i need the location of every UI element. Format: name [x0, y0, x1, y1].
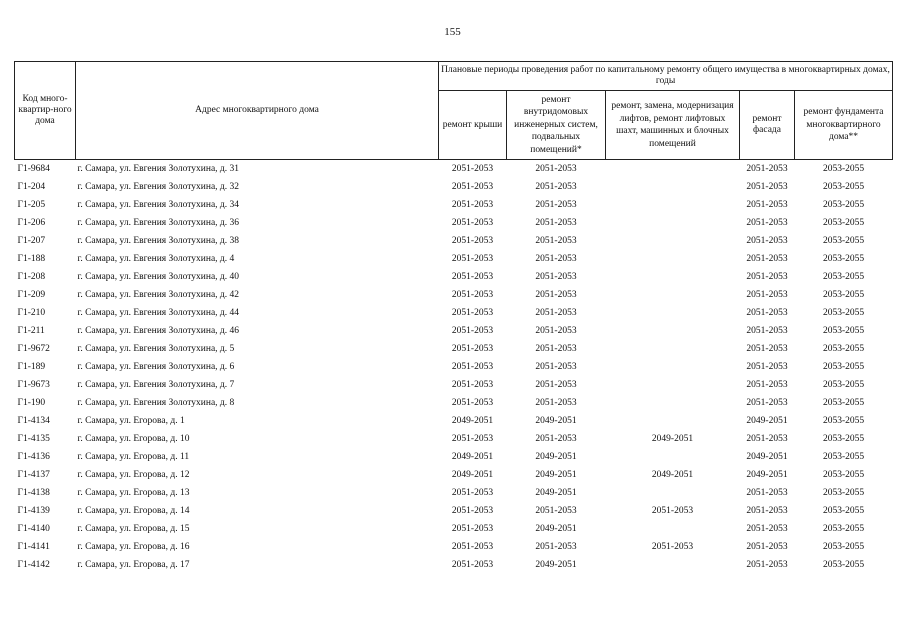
cell-address: г. Самара, ул. Евгения Золотухина, д. 32 [77, 182, 240, 192]
cell-roof: 2051-2053 [451, 200, 494, 210]
cell-address: г. Самара, ул. Евгения Золотухина, д. 36 [77, 218, 240, 228]
table-row [15, 556, 893, 574]
cell-systems: 2051-2053 [535, 542, 577, 552]
cell-lifts [606, 394, 740, 412]
cell-code: Г1-209 [17, 290, 46, 300]
cell-lifts [606, 178, 740, 196]
cell-facade: 2051-2053 [740, 160, 795, 179]
cell-roof: 2051-2053 [439, 160, 507, 179]
cell-lifts [606, 268, 740, 286]
cell-roof: 2051-2053 [451, 380, 494, 390]
cell-code: Г1-206 [17, 218, 46, 228]
cell-systems: 2051-2053 [535, 326, 577, 336]
cell-facade: 2051-2053 [746, 398, 788, 408]
table-row [15, 196, 893, 214]
cell-code: Г1-210 [17, 308, 46, 318]
cell-roof: 2051-2053 [451, 182, 494, 192]
cell-roof: 2051-2053 [451, 560, 494, 570]
cell-systems: 2049-2051 [535, 470, 577, 480]
column-header-roof: ремонт крыши [439, 91, 507, 160]
cell-address: г. Самара, ул. Евгения Золотухина, д. 38 [77, 236, 240, 246]
table-row [15, 412, 893, 430]
cell-foundation: 2053-2055 [822, 560, 865, 570]
cell-foundation: 2053-2055 [822, 380, 865, 390]
repair-schedule-table [14, 61, 893, 574]
cell-roof: 2051-2053 [451, 236, 494, 246]
cell-facade: 2051-2053 [746, 488, 788, 498]
cell-code: Г1-4139 [17, 506, 50, 516]
cell-address: г. Самара, ул. Евгения Золотухина, д. 8 [77, 398, 235, 408]
cell-code: Г1-188 [17, 254, 46, 264]
table-row [15, 340, 893, 358]
table-row [15, 484, 893, 502]
cell-foundation: 2053-2055 [822, 344, 865, 354]
cell-roof: 2051-2053 [451, 272, 494, 282]
cell-code: Г1-208 [17, 272, 46, 282]
table-row [15, 160, 893, 179]
cell-foundation: 2053-2055 [822, 470, 865, 480]
cell-roof: 2051-2053 [451, 254, 494, 264]
cell-systems: 2051-2053 [535, 362, 577, 372]
cell-roof: 2051-2053 [451, 308, 494, 318]
cell-facade: 2049-2051 [746, 452, 788, 462]
cell-facade: 2049-2051 [746, 470, 788, 480]
cell-lifts [606, 484, 740, 502]
cell-roof: 2051-2053 [451, 362, 494, 372]
cell-lifts [606, 286, 740, 304]
column-header-code: Код много-квартир-ного дома [15, 62, 76, 160]
cell-lifts: 2051-2053 [651, 542, 694, 552]
cell-code: Г1-9673 [17, 380, 50, 390]
table-row [15, 286, 893, 304]
cell-facade: 2051-2053 [746, 200, 788, 210]
cell-facade: 2051-2053 [746, 308, 788, 318]
cell-systems: 2051-2053 [535, 434, 577, 444]
table-row [15, 322, 893, 340]
cell-code: Г1-4140 [17, 524, 50, 534]
cell-roof: 2049-2051 [451, 452, 494, 462]
table-row [15, 448, 893, 466]
cell-systems: 2051-2053 [535, 344, 577, 354]
cell-lifts: 2049-2051 [651, 470, 694, 480]
cell-address: г. Самара, ул. Егорова, д. 17 [77, 560, 190, 570]
cell-address: г. Самара, ул. Евгения Золотухина, д. 6 [77, 362, 235, 372]
cell-systems: 2051-2053 [535, 380, 577, 390]
cell-foundation: 2053-2055 [822, 272, 865, 282]
cell-facade: 2051-2053 [746, 236, 788, 246]
cell-address: г. Самара, ул. Егорова, д. 16 [77, 542, 190, 552]
cell-lifts [606, 448, 740, 466]
cell-systems: 2049-2051 [535, 452, 577, 462]
cell-systems: 2051-2053 [535, 236, 577, 246]
cell-address: г. Самара, ул. Евгения Золотухина, д. 42 [77, 290, 240, 300]
table-body [15, 160, 893, 575]
cell-lifts [606, 412, 740, 430]
cell-foundation: 2053-2055 [822, 416, 865, 426]
cell-foundation: 2053-2055 [822, 506, 865, 516]
cell-facade: 2051-2053 [746, 218, 788, 228]
table-row [15, 502, 893, 520]
cell-foundation: 2053-2055 [822, 308, 865, 318]
cell-roof: 2051-2053 [451, 398, 494, 408]
cell-address: г. Самара, ул. Егорова, д. 1 [77, 416, 185, 426]
cell-roof: 2051-2053 [451, 218, 494, 228]
cell-lifts [606, 250, 740, 268]
cell-facade: 2051-2053 [746, 326, 788, 336]
cell-address: г. Самара, ул. Егорова, д. 12 [77, 470, 190, 480]
column-header-lifts: ремонт, замена, модернизация лифтов, ремонт лифтовых шахт, машинных и блочных помещений [606, 91, 740, 160]
cell-foundation: 2053-2055 [822, 236, 865, 246]
cell-roof: 2049-2051 [451, 416, 494, 426]
cell-systems: 2049-2051 [535, 524, 577, 534]
cell-facade: 2051-2053 [746, 362, 788, 372]
table-row [15, 178, 893, 196]
cell-facade: 2051-2053 [746, 182, 788, 192]
cell-roof: 2051-2053 [451, 506, 494, 516]
cell-lifts [606, 376, 740, 394]
cell-facade: 2051-2053 [746, 434, 788, 444]
cell-facade: 2051-2053 [746, 272, 788, 282]
page-number: 155 [444, 26, 461, 38]
cell-roof: 2051-2053 [451, 524, 494, 534]
cell-systems: 2051-2053 [535, 218, 577, 228]
cell-address: г. Самара, ул. Егорова, д. 10 [77, 434, 190, 444]
cell-code: Г1-4137 [17, 470, 50, 480]
table-row [15, 520, 893, 538]
cell-lifts [606, 520, 740, 538]
cell-systems: 2051-2053 [535, 254, 577, 264]
cell-code: Г1-211 [17, 326, 45, 336]
cell-address: г. Самара, ул. Егорова, д. 15 [77, 524, 190, 534]
cell-lifts [606, 196, 740, 214]
cell-lifts [606, 556, 740, 574]
cell-roof: 2051-2053 [451, 344, 494, 354]
cell-address: г. Самара, ул. Евгения Золотухина, д. 46 [77, 326, 240, 336]
cell-address: г. Самара, ул. Егорова, д. 13 [77, 488, 190, 498]
cell-address: г. Самара, ул. Евгения Золотухина, д. 31 [76, 160, 439, 179]
cell-foundation: 2053-2055 [822, 290, 865, 300]
cell-lifts [606, 160, 740, 179]
cell-address: г. Самара, ул. Евгения Золотухина, д. 4 [77, 254, 235, 264]
table-row [15, 466, 893, 484]
cell-code: Г1-9684 [15, 160, 76, 179]
cell-foundation: 2053-2055 [795, 160, 893, 179]
table-row [15, 250, 893, 268]
cell-code: Г1-4134 [17, 416, 50, 426]
cell-code: Г1-4142 [17, 560, 50, 570]
cell-address: г. Самара, ул. Евгения Золотухина, д. 7 [77, 380, 235, 390]
cell-systems: 2051-2053 [535, 308, 577, 318]
cell-roof: 2051-2053 [451, 290, 494, 300]
cell-facade: 2051-2053 [746, 506, 788, 516]
cell-roof: 2051-2053 [451, 542, 494, 552]
cell-code: Г1-4135 [17, 434, 50, 444]
cell-code: Г1-4141 [17, 542, 50, 552]
cell-roof: 2051-2053 [451, 326, 494, 336]
cell-facade: 2051-2053 [746, 344, 788, 354]
cell-foundation: 2053-2055 [822, 398, 865, 408]
cell-code: Г1-205 [17, 200, 46, 210]
cell-lifts [606, 232, 740, 250]
cell-code: Г1-204 [17, 182, 46, 192]
cell-systems: 2051-2053 [535, 290, 577, 300]
cell-foundation: 2053-2055 [822, 254, 865, 264]
cell-address: г. Самара, ул. Егорова, д. 14 [77, 506, 190, 516]
cell-lifts [606, 304, 740, 322]
cell-lifts: 2049-2051 [651, 434, 694, 444]
cell-lifts [606, 358, 740, 376]
table-header [15, 62, 893, 160]
cell-code: Г1-190 [17, 398, 46, 408]
column-header-systems: ремонт внутридомовых инженерных систем, подвальных помещений* [507, 91, 606, 160]
table-row [15, 376, 893, 394]
cell-foundation: 2053-2055 [822, 452, 865, 462]
cell-systems: 2051-2053 [535, 398, 577, 408]
table-row [15, 358, 893, 376]
table-row [15, 394, 893, 412]
cell-foundation: 2053-2055 [822, 542, 865, 552]
cell-facade: 2051-2053 [746, 380, 788, 390]
cell-code: Г1-9672 [17, 344, 50, 354]
cell-foundation: 2053-2055 [822, 218, 865, 228]
cell-address: г. Самара, ул. Евгения Золотухина, д. 34 [77, 200, 240, 210]
cell-facade: 2051-2053 [746, 524, 788, 534]
cell-facade: 2049-2051 [746, 416, 788, 426]
cell-systems: 2049-2051 [535, 560, 577, 570]
cell-address: г. Самара, ул. Евгения Золотухина, д. 44 [77, 308, 240, 318]
table-row [15, 268, 893, 286]
cell-lifts [606, 322, 740, 340]
column-group-header-periods: Плановые периоды проведения работ по капитальному ремонту общего имущества в многоквартирных домах, годы [439, 62, 893, 91]
cell-address: г. Самара, ул. Евгения Золотухина, д. 5 [77, 344, 235, 354]
cell-code: Г1-4136 [17, 452, 50, 462]
cell-systems: 2051-2053 [535, 272, 577, 282]
cell-systems: 2051-2053 [535, 506, 577, 516]
cell-systems: 2051-2053 [535, 200, 577, 210]
cell-foundation: 2053-2055 [822, 182, 865, 192]
cell-lifts [606, 340, 740, 358]
cell-foundation: 2053-2055 [822, 200, 865, 210]
cell-facade: 2051-2053 [746, 542, 788, 552]
column-header-foundation: ремонт фундамента многоквартирного дома** [795, 91, 893, 160]
table-row [15, 304, 893, 322]
cell-code: Г1-189 [17, 362, 46, 372]
cell-facade: 2051-2053 [746, 290, 788, 300]
cell-address: г. Самара, ул. Евгения Золотухина, д. 40 [77, 272, 240, 282]
table-row [15, 538, 893, 556]
cell-code: Г1-207 [17, 236, 46, 246]
cell-address: г. Самара, ул. Егорова, д. 11 [77, 452, 190, 462]
cell-foundation: 2053-2055 [822, 434, 865, 444]
table-row [15, 430, 893, 448]
cell-code: Г1-4138 [17, 488, 50, 498]
cell-foundation: 2053-2055 [822, 326, 865, 336]
cell-roof: 2051-2053 [451, 488, 494, 498]
cell-facade: 2051-2053 [746, 254, 788, 264]
cell-lifts [606, 214, 740, 232]
cell-foundation: 2053-2055 [822, 524, 865, 534]
cell-systems: 2049-2051 [535, 416, 577, 426]
column-header-facade: ремонт фасада [740, 91, 795, 160]
cell-facade: 2051-2053 [746, 560, 788, 570]
table-row [15, 214, 893, 232]
cell-foundation: 2053-2055 [822, 362, 865, 372]
cell-lifts: 2051-2053 [651, 506, 694, 516]
cell-systems: 2051-2053 [535, 182, 577, 192]
cell-systems: 2049-2051 [535, 488, 577, 498]
table-row [15, 232, 893, 250]
cell-roof: 2049-2051 [451, 470, 494, 480]
cell-roof: 2051-2053 [451, 434, 494, 444]
cell-foundation: 2053-2055 [822, 488, 865, 498]
column-header-address: Адрес многоквартирного дома [76, 62, 439, 160]
cell-systems: 2051-2053 [507, 160, 606, 179]
